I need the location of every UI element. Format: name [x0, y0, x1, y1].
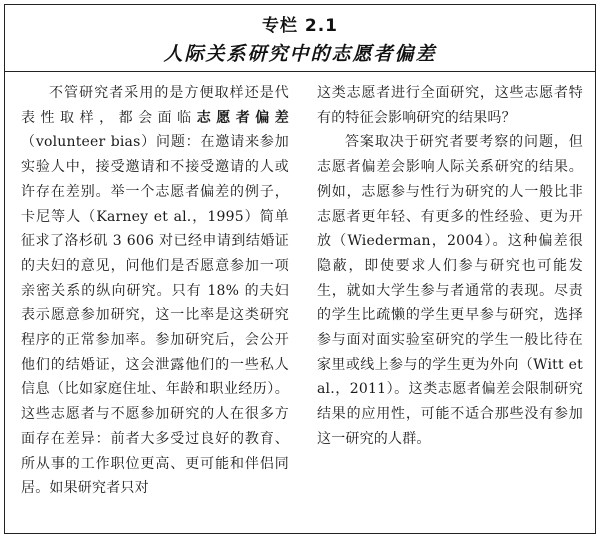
box-label: 专栏 2.1	[261, 16, 339, 36]
right-paragraph-2: 答案取决于研究者要考察的问题，但志愿者偏差会影响人际关系研究的结果。例如，志愿参与性行为研究的人一般比非志愿者更年轻、有更多的性经验、更为开放（Wiederman，2004）。这种偏差很隐蔽，即使要求人们参与研究也可能发生，就如大学生参与者通常的表现。尽责的学生比疏懒的学生更早参与研究，选择参与面对面实验室研究的学生一般比待在家里或线上参与的学生更为外向（Witt et al.，2011）。这类志愿者偏差会限制研究结果的应用性，可能不适合那些没有参加这一研究的人群。	[317, 134, 583, 447]
left-paragraph-1	[21, 81, 289, 501]
key-term: 志愿者偏差	[196, 109, 289, 126]
sidebar-box	[4, 4, 596, 534]
header-divider	[5, 71, 595, 72]
paragraph-text-before-term: 不管研究者采用的是方便取样还是代表性取样，都会面临	[21, 85, 289, 126]
right-paragraph-continued: 这类志愿者进行全面研究，这些志愿者特有的特征会影响研究的结果吗？	[317, 85, 583, 126]
box-title: 人际关系研究中的志愿者偏差	[163, 43, 437, 65]
paragraph-text-after-term: （volunteer bias）问题：在邀请来参加实验人中，接受邀请和不接受邀请的人或许存在差别。举一个志愿者偏差的例子，卡尼等人（Karney et al.，1995）简单征求了洛杉矶 3 606 对已经申请到结婚证的夫妇的意见，问他们是否愿意参加一项亲密关系的纵向研究。只有 18% 的夫妇表示愿意参加研究，这一比率是这类研究程序的正常参加率。参加研究后，会公开他们的结婚证，这会泄露他们的一些私人信息（比如家庭住址、年龄和职业经历）。这些志愿者与不愿参加研究的人在很多方面存在差异：前者大多受过良好的教育、所从事的工作职位更高、更可能和伴侣同居。如果研究者只对	[21, 134, 289, 497]
box-header	[5, 5, 595, 69]
left-column	[21, 81, 289, 501]
right-column	[317, 81, 583, 452]
